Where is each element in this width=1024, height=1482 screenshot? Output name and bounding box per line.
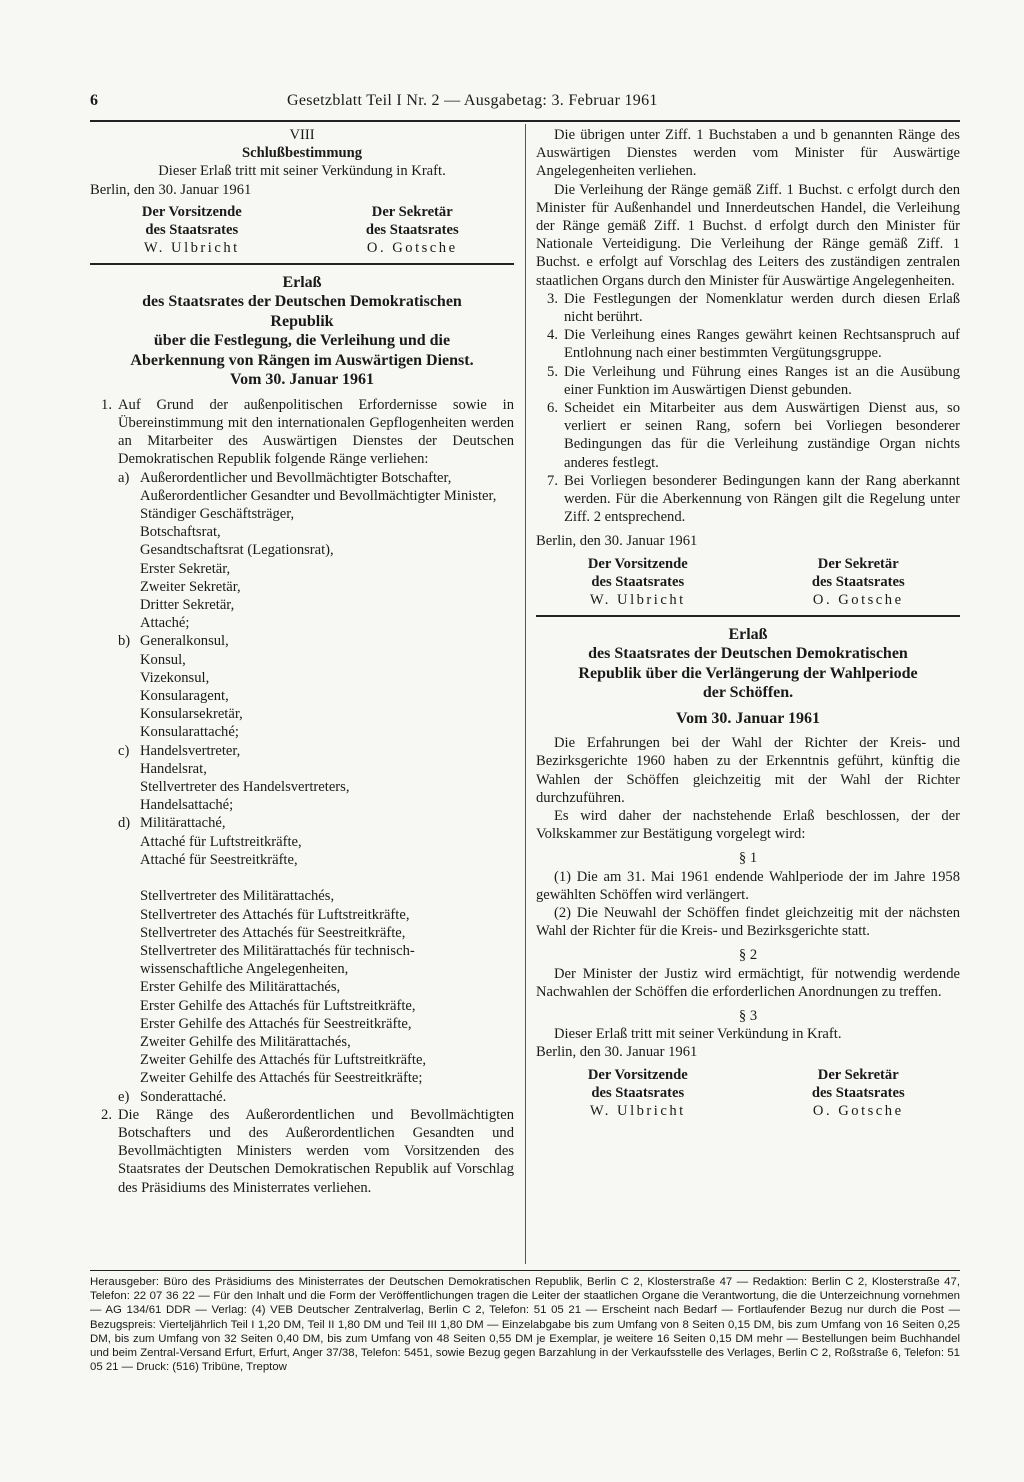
- rank-line: Konsul,: [140, 651, 186, 668]
- numbered-item: [536, 290, 960, 326]
- rank-line: Außerordentlicher Gesandter und Bevollmächtigter Minister,: [140, 487, 497, 504]
- decree-title: [536, 625, 960, 729]
- rank-line: Gesandtschaftsrat (Legationsrat),: [140, 542, 334, 559]
- item-text: Die Verleihung und Führung eines Ranges ist an die Ausübung einer Funktion im Auswärtigen Dienst gebunden.: [564, 363, 960, 398]
- paragraph-text: (2) Die Neuwahl der Schöffen findet gleichzeitig mit der nächsten Wahl der Richter für die Kreis- und Bezirksgerichte statt.: [536, 905, 960, 940]
- numbered-item: [90, 396, 514, 469]
- header-rule: [90, 120, 960, 122]
- section-number: VIII: [289, 127, 315, 143]
- item-text: Bei Vorliegen besonderer Bedingungen kann der Rang aberkannt werden. Für die Aberkennung von Rängen gilt die Regelung unter Ziff. 2 entsprechend.: [564, 472, 960, 526]
- item-number: 7.: [547, 472, 558, 489]
- paragraph-text: Der Minister der Justiz wird ermächtigt, für notwendig werdende Nachwahlen der Schöffen die erforderlichen Anordnungen zu treffen.: [536, 965, 960, 1000]
- signature-role: Der Vorsitzende: [587, 1066, 688, 1083]
- signature-name: O. Gotsche: [812, 591, 904, 608]
- preamble-paragraph: Die Erfahrungen bei der Wahl der Richter der Kreis- und Bezirksgerichte 1960 haben zu der Erkenntnis geführt, künftig die Wahlen der Schöffen gleichzeitig mit der Wahl der Richter durchzuführen.: [536, 735, 960, 806]
- signature-org: des Staatsrates: [811, 573, 905, 590]
- signature-role: Der Sekretär: [371, 203, 453, 220]
- continued-paragraph: Die Verleihung der Ränge gemäß Ziff. 1 Buchst. c erfolgt durch den Minister für Außenhandel und Innerdeutschen Handel, die Verleihung der Ränge gemäß Ziff. 1 Buchst. d erfolgt durch den Minister für Nationale Verteidigung. Die Verleihung der Ränge gemäß Ziff. 1 Buchst. e erfolgt auf Vorschlag des Leiters des zuständigen zentralen staatlichen Organs durch den Minister für Auswärtige Angelegenheiten.: [536, 181, 960, 289]
- rank-line: Zweiter Sekretär,: [140, 578, 241, 595]
- item-number: 4.: [547, 327, 558, 344]
- signature-secretary: [756, 555, 960, 609]
- rank-line: Generalkonsul,: [140, 633, 229, 650]
- group-label: c): [118, 742, 130, 759]
- signature-name: O. Gotsche: [812, 1102, 904, 1119]
- signature-role: Der Sekretär: [817, 555, 899, 572]
- gazette-title: Gesetzblatt Teil I Nr. 2 — Ausgabetag: 3. Februar 1961: [287, 92, 658, 109]
- numbered-item: [536, 363, 960, 399]
- signature-role: Der Vorsitzende: [141, 203, 242, 220]
- rank-group-d: [118, 814, 514, 1087]
- signature-org: des Staatsrates: [365, 221, 459, 238]
- rank-list: [140, 814, 514, 1087]
- signature-name: W. Ulbricht: [143, 239, 240, 256]
- signature-org: des Staatsrates: [591, 573, 685, 590]
- rank-group-c: [118, 742, 514, 815]
- signature-chairman: [536, 555, 740, 609]
- rank-group-e: [118, 1088, 514, 1106]
- decree-title-line: des Staatsrates der Deutschen Demokratischen: [142, 293, 462, 311]
- item-number: 3.: [547, 290, 558, 307]
- decree-date: Vom 30. Januar 1961: [675, 709, 821, 727]
- rank-line: Attaché für Seestreitkräfte,: [140, 851, 298, 868]
- final-provision: Dieser Erlaß tritt mit seiner Verkündung in Kraft.: [158, 163, 446, 180]
- left-column: [90, 126, 514, 1197]
- item-text: Scheidet ein Mitarbeiter aus dem Auswärtigen Dienst aus, so verliert er seinen Rang, sofern bei Vorliegen besonderer Bedingungen das für die Verleihung zuständige Organ nichts anderes festlegt.: [564, 400, 960, 471]
- rank-line: Stellvertreter des Attachés für Luftstreitkräfte,: [140, 906, 410, 923]
- item-number: 5.: [547, 363, 558, 380]
- decree-title-line: Aberkennung von Rängen im Auswärtigen Dienst.: [130, 351, 474, 369]
- rank-line: Sonderattaché.: [140, 1088, 227, 1105]
- signature-org: des Staatsrates: [145, 221, 239, 238]
- rank-line: Attaché;: [140, 615, 190, 632]
- numbered-item: [536, 472, 960, 527]
- group-label: a): [118, 469, 130, 486]
- decree-title-line: Erlaß: [282, 273, 322, 291]
- rank-line: Erster Gehilfe des Attachés für Seestreitkräfte,: [140, 1015, 412, 1032]
- rank-line: Zweiter Gehilfe des Militärattachés,: [140, 1033, 351, 1050]
- signature-org: des Staatsrates: [591, 1084, 685, 1101]
- imprint-footer: Herausgeber: Büro des Präsidiums des Ministerrates der Deutschen Demokratischen Republik, Berlin C 2, Klosterstraße 47 — Redaktion: Berlin C 2, Klosterstraße 47, Telefon: 22 07 36 22 — Für den Inhalt und die Form der Veröffentlichungen tragen die Leiter der staatlichen Organe die Verantwortung, die die Unterzeichnung vornehmen — AG 134/61 DDR — Verlag: (4) VEB Deutscher Zentralverlag, Berlin C 2, Telefon: 51 05 21 — Erscheint nach Bedarf — Fortlaufender Bezug nur durch die Post — Bezugspreis: Vierteljährlich Teil I 1,20 DM, Teil II 1,80 DM und Teil III 1,80 DM — Einzelabgabe bis zum Umfang von 8 Seiten 0,15 DM, bis zum Umfang von 16 Seiten 0,25 DM, bis zum Umfang von 32 Seiten 0,40 DM, bis zum Umfang von 48 Seiten 0,55 DM je Exemplar, je weitere 16 Seiten 0,15 DM mehr — Bestellungen beim Buchhandel und beim Zentral-Versand Erfurt, Erfurt, Anger 37/38, Telefon: 5451, sowie Bezug gegen Barzahlung in der Verkaufsstelle des Verlages, Berlin C 2, Roßstraße 6, Telefon: 51 05 21 — Druck: (516) Tribüne, Treptow: [90, 1276, 960, 1374]
- place-date: Berlin, den 30. Januar 1961: [536, 533, 698, 550]
- group-label: d): [118, 815, 131, 832]
- preamble-paragraph: Es wird daher der nachstehende Erlaß beschlossen, der der Volkskammer zur Bestätigung vorgelegt wird:: [536, 807, 960, 843]
- right-column: [536, 126, 960, 1120]
- signature-name: W. Ulbricht: [589, 591, 686, 608]
- section-rule: [536, 615, 960, 617]
- rank-line: Zweiter Gehilfe des Attachés für Seestreitkräfte;: [140, 1070, 423, 1087]
- rank-line: Handelsrat,: [140, 760, 207, 777]
- rank-group-a: [118, 469, 514, 633]
- place-date: Berlin, den 30. Januar 1961: [536, 1044, 698, 1061]
- signature-chairman: [90, 203, 294, 257]
- signature-org: des Staatsrates: [811, 1084, 905, 1101]
- signature-role: Der Sekretär: [817, 1066, 899, 1083]
- rank-list: [140, 469, 514, 633]
- rank-line: Erster Sekretär,: [140, 560, 231, 577]
- rank-line: Militärattaché,: [140, 815, 226, 832]
- signature-block: [90, 203, 514, 257]
- rank-line: Konsularattaché;: [140, 724, 239, 741]
- rank-list: [140, 1088, 514, 1106]
- signature-name: O. Gotsche: [366, 239, 458, 256]
- item-text: Auf Grund der außenpolitischen Erfordernisse sowie in Übereinstimmung mit den internationalen Gepflogenheiten werden an Mitarbeiter des Auswärtigen Dienstes der Deutschen Demokratischen Republik folgende Ränge verliehen:: [118, 396, 514, 468]
- rank-line: Vizekonsul,: [140, 669, 210, 686]
- rank-line: Konsularsekretär,: [140, 706, 243, 723]
- rank-line: Ständiger Geschäftsträger,: [140, 506, 295, 523]
- rank-line: Stellvertreter des Handelsvertreters,: [140, 779, 350, 796]
- paragraph-heading: § 2: [738, 947, 758, 964]
- rank-line: Erster Gehilfe des Militärattachés,: [140, 979, 341, 996]
- numbered-item: [90, 1106, 514, 1197]
- rank-list: [140, 632, 514, 741]
- footer-rule: [90, 1270, 960, 1271]
- item-number: 1.: [101, 396, 112, 413]
- signature-name: W. Ulbricht: [589, 1102, 686, 1119]
- page-number: 6: [90, 92, 98, 109]
- page-header: [90, 92, 960, 118]
- rank-line: Dritter Sekretär,: [140, 597, 235, 614]
- rank-line: Stellvertreter des Militärattachés für technisch-wissenschaftliche Angelegenheiten,: [140, 942, 415, 978]
- signature-secretary: [310, 203, 514, 257]
- decree-title-line: der Schöffen.: [702, 684, 794, 702]
- signature-chairman: [536, 1066, 740, 1120]
- paragraph-heading: § 1: [738, 850, 758, 867]
- paragraph-heading: § 3: [738, 1008, 758, 1025]
- signature-role: Der Vorsitzende: [587, 555, 688, 572]
- item-text: Die Ränge des Außerordentlichen und Bevollmächtigten Botschafters und des Außerordentlichen Gesandten und Bevollmächtigten Ministers werden vom Vorsitzenden des Staatsrates der Deutschen Demokratischen Republik auf Vorschlag des Präsidiums des Ministerrates verliehen.: [118, 1106, 514, 1196]
- decree-date: Vom 30. Januar 1961: [229, 371, 375, 389]
- rank-line: Handelsattaché;: [140, 797, 234, 814]
- rank-line: Stellvertreter des Militärattachés,: [140, 888, 335, 905]
- decree-title-line: über die Festlegung, die Verleihung und die: [153, 332, 451, 350]
- decree-title-line: Republik über die Verlängerung der Wahlperiode: [578, 664, 918, 682]
- group-label: e): [118, 1088, 130, 1105]
- item-text: Die Verleihung eines Ranges gewährt keinen Rechtsanspruch auf Entlohnung nach einer bestimmten Vergütungsgruppe.: [564, 327, 960, 362]
- rank-line: Handelsvertreter,: [140, 742, 241, 759]
- signature-block: [536, 1066, 960, 1120]
- rank-line: Zweiter Gehilfe des Attachés für Luftstreitkräfte,: [140, 1052, 427, 1069]
- paragraph-text: (1) Die am 31. Mai 1961 endende Wahlperiode der im Jahre 1958 gewählten Schöffen wird verlängert.: [536, 868, 960, 903]
- numbered-item: [536, 399, 960, 472]
- column-divider: [525, 124, 526, 1264]
- rank-line: Konsularagent,: [140, 688, 229, 705]
- rank-list: [140, 742, 514, 815]
- decree-title-line: Erlaß: [728, 625, 768, 643]
- continued-paragraph: Die übrigen unter Ziff. 1 Buchstaben a und b genannten Ränge des Auswärtigen Dienstes werden vom Minister für Auswärtige Angelegenheiten verliehen.: [536, 127, 960, 180]
- signature-block: [536, 555, 960, 609]
- place-date: Berlin, den 30. Januar 1961: [90, 181, 252, 198]
- item-text: Die Festlegungen der Nomenklatur werden durch diesen Erlaß nicht berührt.: [564, 290, 960, 326]
- decree-title: [90, 273, 514, 390]
- signature-secretary: [756, 1066, 960, 1120]
- rank-line: Botschaftsrat,: [140, 524, 221, 541]
- rank-line: Außerordentlicher und Bevollmächtigter Botschafter,: [140, 469, 452, 486]
- decree-title-line: des Staatsrates der Deutschen Demokratischen: [588, 645, 908, 663]
- group-label: b): [118, 633, 131, 650]
- rank-line: [140, 869, 514, 887]
- decree-title-line: Republik: [270, 312, 334, 330]
- rank-group-b: [118, 632, 514, 741]
- item-number: 6.: [547, 400, 558, 417]
- numbered-item: [536, 326, 960, 362]
- rank-line: Erster Gehilfe des Attachés für Luftstreitkräfte,: [140, 997, 416, 1014]
- rank-line: Attaché für Luftstreitkräfte,: [140, 833, 302, 850]
- paragraph-text: Dieser Erlaß tritt mit seiner Verkündung in Kraft.: [554, 1026, 842, 1043]
- item-number: 2.: [101, 1106, 112, 1123]
- section-title: Schlußbestimmung: [241, 145, 363, 162]
- rank-line: Stellvertreter des Attachés für Seestreitkräfte,: [140, 924, 406, 941]
- section-rule: [90, 263, 514, 265]
